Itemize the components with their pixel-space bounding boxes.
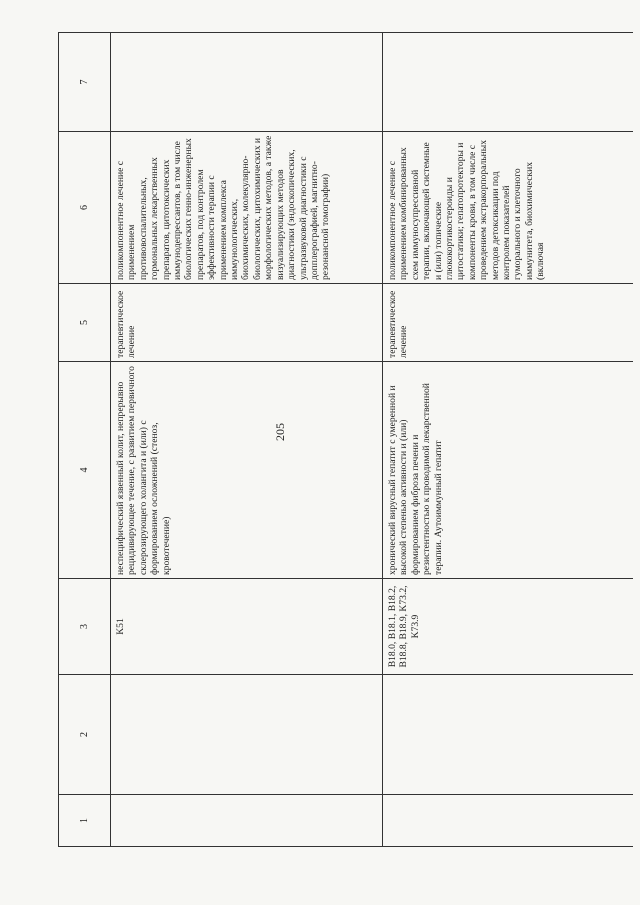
cell-code: B18.0, B18.1, B18.2, B18.8, B18.9, K73.2, K73.9 bbox=[383, 579, 633, 675]
cell-treatment-type: терапевтическое лечение bbox=[383, 284, 633, 362]
header-col-3: 3 bbox=[59, 579, 111, 675]
cell-profile bbox=[111, 675, 382, 795]
header-col-1: 1 bbox=[59, 795, 111, 847]
header-col-4: 4 bbox=[59, 362, 111, 579]
table-row bbox=[111, 32, 383, 847]
header-col-2: 2 bbox=[59, 675, 111, 795]
cell-treatment-method: поликомпонентное лечение с применением комбинированных схем иммуносупрессивной терапии, включающей системные и (или) топические глюкокортикостероиды и цитостатики; гепатопротекторы и компоненты крови, в том числе с проведением экстракорпоральных методов детоксикации под контролем показателей гуморального и клеточного иммунитета, биохимических (включая bbox=[383, 132, 633, 284]
cell-condition: неспецифический язвенный колит, непрерывно рецидивирующее течение, с развитием первичного склерозирующего холангита и (или) с формированием осложнений (стеноз, кровотечение) bbox=[111, 362, 382, 579]
cell-treatment-type: терапевтическое лечение bbox=[111, 284, 382, 362]
services-table bbox=[58, 32, 633, 847]
table-row bbox=[383, 32, 633, 847]
header-col-5: 5 bbox=[59, 284, 111, 362]
header-col-6: 6 bbox=[59, 132, 111, 284]
cell-treatment-method: поликомпонентное лечение с применением противовоспалительных, гормональных лекарственных препаратов, цитотоксических иммунодепрессантов, в том числе биологических генно-инженерных препаратов, под контролем эффективности терапии с применением комплекса иммунологических, биохимических, молекулярно-биологических, цитохимических и морфологических методов, а также визуализирующих методов диагностики (эндоскопических, ультразвуковой диагностики с допплерографией, магнитно-резонансной томографии) bbox=[111, 132, 382, 284]
cell-norm bbox=[111, 32, 382, 132]
cell-norm bbox=[383, 32, 633, 132]
table-header bbox=[58, 32, 111, 847]
page-number: 205 bbox=[273, 423, 287, 441]
cell-profile bbox=[383, 675, 633, 795]
cell-condition: хронический вирусный гепатит с умеренной и высокой степенью активности и (или) формированием фиброза печени и резистентностью к проводимой лекарственной терапии. Аутоиммунный гепатит bbox=[383, 362, 633, 579]
cell-index bbox=[383, 795, 633, 847]
header-col-7: 7 bbox=[59, 32, 111, 132]
cell-index bbox=[111, 795, 382, 847]
cell-code: K51 bbox=[111, 579, 382, 675]
